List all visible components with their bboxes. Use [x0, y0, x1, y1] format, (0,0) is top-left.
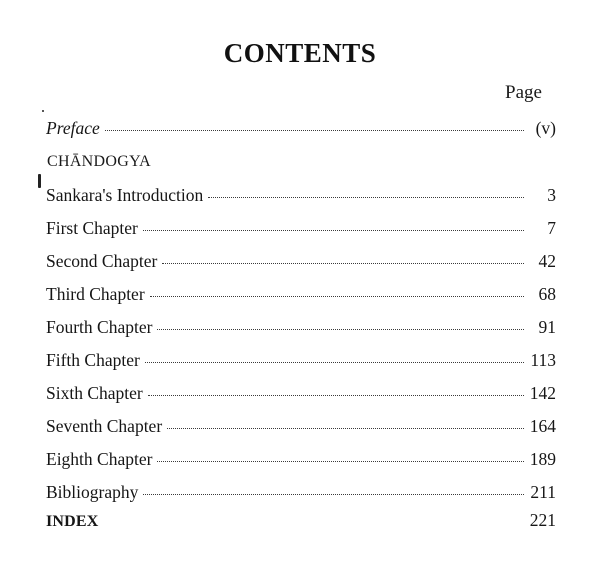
- toc-entry-fifth-chapter: [46, 350, 556, 374]
- dot-leader: [145, 362, 524, 363]
- dot-leader: [162, 263, 524, 264]
- toc-entry-first-chapter: [46, 218, 556, 242]
- toc-entry-label: Fifth Chapter: [46, 350, 140, 370]
- toc-entry-bibliography: [46, 482, 556, 506]
- dot-leader: [148, 395, 524, 396]
- dot-leader: [105, 130, 524, 131]
- toc-entry-page: 91: [538, 317, 556, 337]
- toc-entry-label: Third Chapter: [46, 284, 145, 304]
- toc-entry-page: 42: [538, 251, 556, 271]
- scan-dot: [42, 110, 44, 112]
- section-label: CHĀNDOGYA: [47, 153, 152, 170]
- toc-entry-page: 68: [538, 284, 556, 304]
- dot-leader: [157, 329, 524, 330]
- toc-entry-page: 7: [547, 218, 556, 238]
- dot-leader: [150, 296, 524, 297]
- toc-entry-page: 3: [547, 185, 556, 205]
- toc-entry-page: 113: [530, 350, 556, 370]
- toc-entry-sixth-chapter: [46, 383, 556, 407]
- dot-leader: [143, 494, 524, 495]
- toc-entry-index: [46, 510, 556, 534]
- toc-entry-label: Seventh Chapter: [46, 416, 163, 436]
- toc-entry-label: Sixth Chapter: [46, 383, 143, 403]
- page-title: CONTENTS: [223, 38, 377, 68]
- dot-leader: [208, 197, 524, 198]
- scan-mark: [38, 174, 41, 188]
- dot-leader: [167, 428, 524, 429]
- toc-entry-sankaras-introduction: [46, 185, 556, 209]
- toc-entry-third-chapter: [46, 284, 556, 308]
- toc-entry-page: 142: [529, 383, 556, 403]
- toc-entry-page: 211: [530, 482, 556, 502]
- toc-entry-label: INDEX: [46, 513, 99, 530]
- toc-entry-label: Sankara's Introduction: [46, 185, 204, 205]
- toc-entry-preface: [46, 118, 556, 142]
- toc-entry-label: Eighth Chapter: [46, 449, 153, 469]
- toc-entry-fourth-chapter: [46, 317, 556, 341]
- toc-entry-label: Bibliography: [46, 482, 139, 502]
- toc-entry-page: 189: [529, 449, 556, 469]
- toc-entry-eighth-chapter: [46, 449, 556, 473]
- page-column-label: Page: [505, 82, 542, 103]
- toc-entry-page: (v): [535, 118, 556, 138]
- dot-leader: [157, 461, 523, 462]
- toc-entry-label: First Chapter: [46, 218, 138, 238]
- toc-entry-page: 164: [529, 416, 556, 436]
- toc-entry-label: Fourth Chapter: [46, 317, 153, 337]
- dot-leader: [143, 230, 524, 231]
- toc-entry-second-chapter: [46, 251, 556, 275]
- toc-entry-seventh-chapter: [46, 416, 556, 440]
- toc-entry-page: 221: [529, 510, 556, 530]
- toc-entry-label: Second Chapter: [46, 251, 158, 271]
- toc-entry-label: Preface: [46, 118, 100, 138]
